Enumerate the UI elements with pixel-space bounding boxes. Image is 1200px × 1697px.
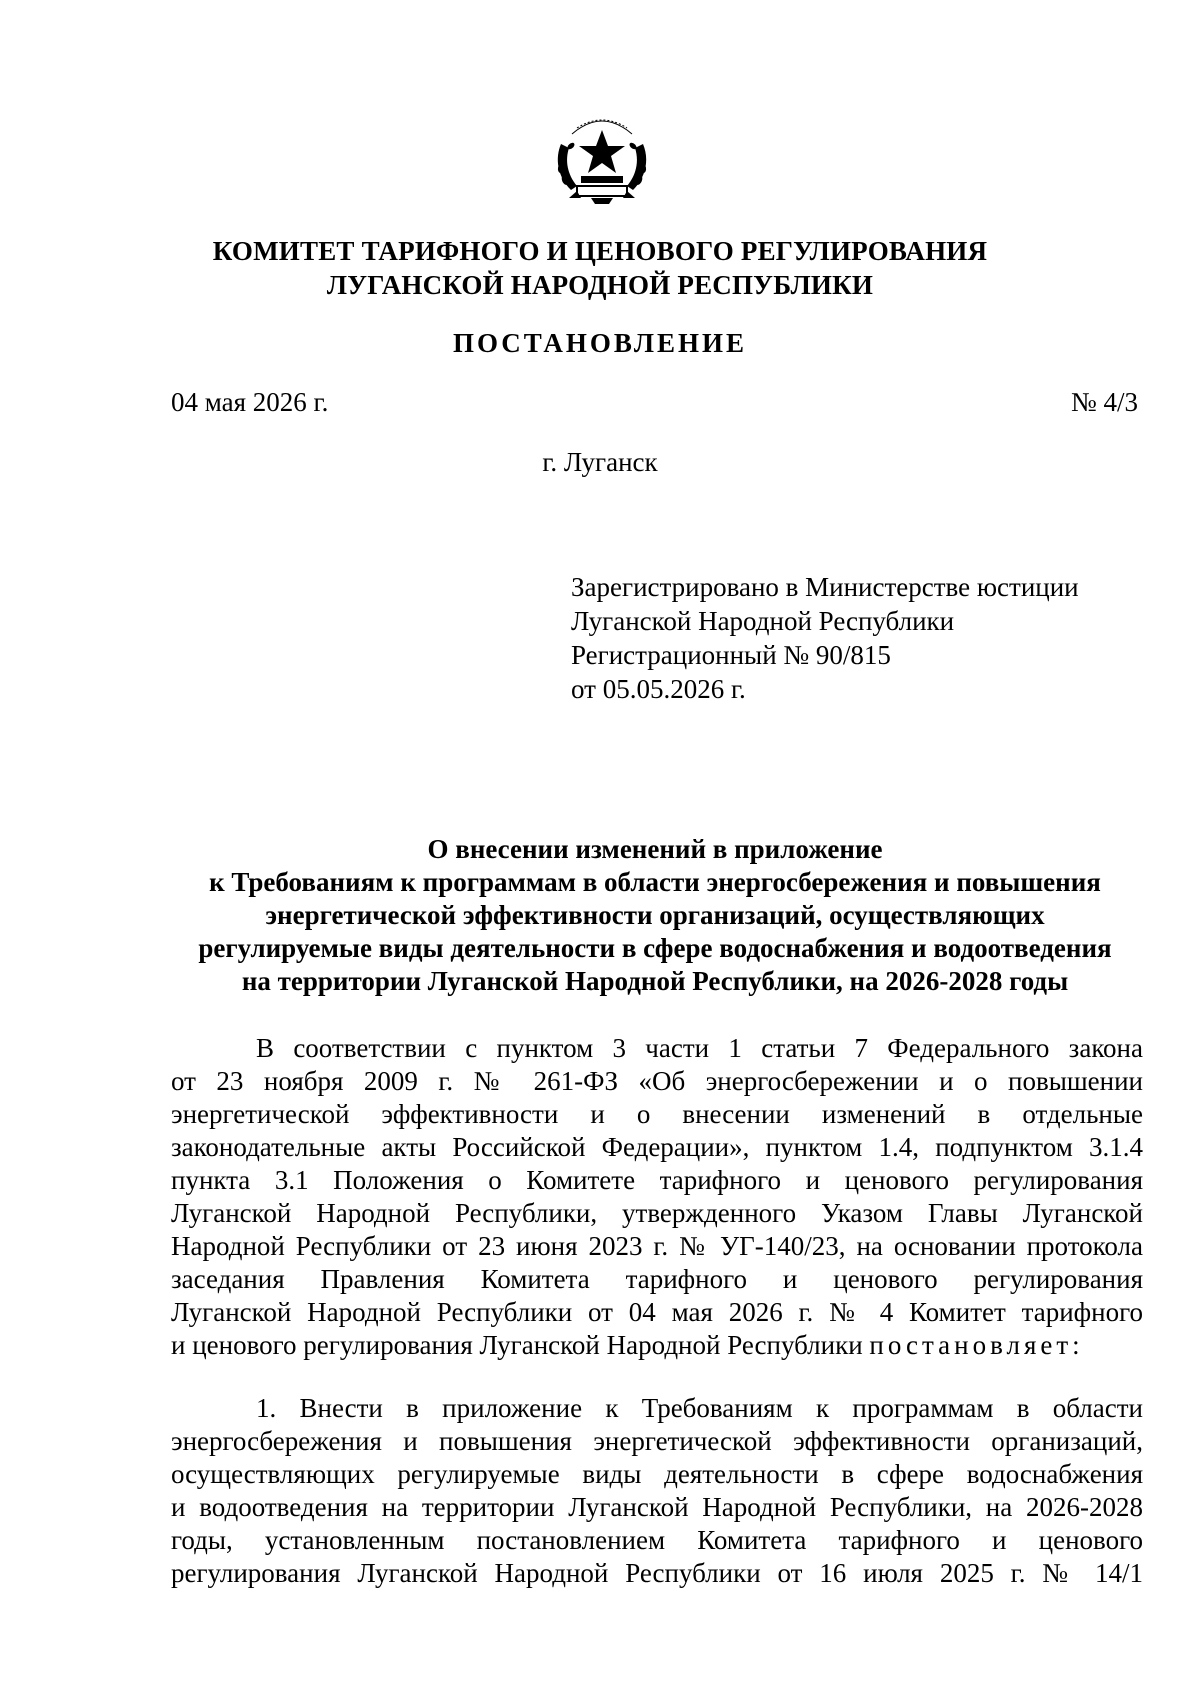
paragraph-last-line [171,1329,1143,1362]
paragraph-line: 1. Внести в приложение к Требованиям к программам в области [256,1393,1143,1423]
organization-name-line2: ЛУГАНСКОЙ НАРОДНОЙ РЕСПУБЛИКИ [326,270,874,300]
paragraph-line: Луганской Народной Республики от 04 мая 2026 г. № 4 Комитет тарифного [171,1297,1143,1327]
paragraph-line: Народной Республики от 23 июня 2023 г. № УГ-140/23, на основании протокола [171,1231,1143,1261]
registration-line: Луганской Народной Республики [571,606,955,636]
document-title [165,833,1145,998]
paragraph-line: годы, установленным постановлением Комитета тарифного и ценового [171,1525,1143,1555]
paragraph-line: от 23 ноября 2009 г. № 261-ФЗ «Об энергосбережении и о повышении [171,1066,1143,1096]
paragraph-line: законодательные акты Российской Федерации», пунктом 1.4, подпунктом 3.1.4 [171,1132,1143,1162]
title-line: на территории Луганской Народной Республики, на 2026-2028 годы [241,966,1069,996]
registration-block [571,570,1079,706]
paragraph-line: В соответствии с пунктом 3 части 1 статьи 7 Федерального закона [256,1033,1143,1063]
registration-line: от 05.05.2026 г. [571,674,746,704]
paragraph-line: осуществляющих регулируемые виды деятельности в сфере водоснабжения [171,1459,1143,1489]
emblem-graphic [547,106,657,212]
registration-line: Регистрационный № 90/815 [571,640,891,670]
paragraph-line: энергетической эффективности и о внесении изменений в отдельные [171,1099,1143,1129]
paragraph-line: и водоотведения на территории Луганской Народной Республики, на 2026-2028 [171,1492,1143,1522]
title-line: О внесении изменений в приложение [427,834,883,864]
paragraph-line-text: и ценового регулирования Луганской Народной Республики [171,1330,863,1360]
paragraph-line: регулирования Луганской Народной Республики от 16 июля 2025 г. № 14/1 [171,1558,1143,1588]
document-type: ПОСТАНОВЛЕНИЕ [452,328,748,358]
organization-name-line1: КОМИТЕТ ТАРИФНОГО И ЦЕНОВОГО РЕГУЛИРОВАНИЯ [212,236,988,266]
preamble-paragraph [171,1032,1143,1362]
state-emblem-icon [547,106,657,212]
paragraph-line: пункта 3.1 Положения о Комитете тарифного и ценового регулирования [171,1165,1143,1195]
document-number: № 4/3 [1070,387,1138,417]
title-line: к Требованиям к программам в области энергосбережения и повышения [209,867,1101,897]
document-city: г. Луганск [542,447,658,477]
registration-line: Зарегистрировано в Министерстве юстиции [571,572,1079,602]
title-line: регулируемые виды деятельности в сфере водоснабжения и водоотведения [198,933,1112,963]
paragraph-line: заседания Правления Комитета тарифного и ценового регулирования [171,1264,1143,1294]
paragraph-line: Луганской Народной Республики, утвержденного Указом Главы Луганской [171,1198,1143,1228]
resolves-word: постановляет: [869,1330,1084,1360]
document-date: 04 мая 2026 г. [171,387,329,417]
paragraph-line: энергосбережения и повышения энергетической эффективности организаций, [171,1426,1143,1456]
title-line: энергетической эффективности организаций, осуществляющих [265,900,1045,930]
item-1-paragraph [171,1392,1143,1590]
